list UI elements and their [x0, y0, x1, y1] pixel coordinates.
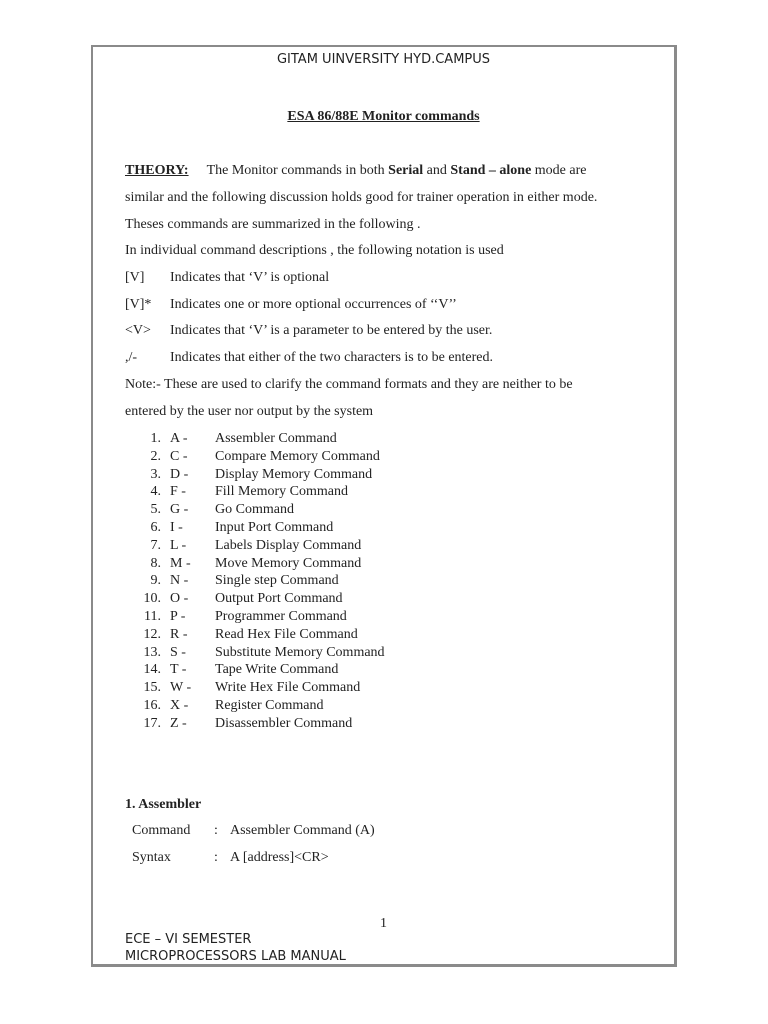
theory-standalone: Stand – alone — [450, 163, 532, 178]
section-sep: : — [214, 823, 218, 838]
command-num: 8. — [150, 555, 161, 571]
command-desc: Register Command — [215, 698, 324, 713]
document-page — [91, 45, 677, 967]
command-key: F - — [170, 484, 186, 500]
theory-line-3: Theses commands are summarized in the following . — [125, 217, 421, 232]
theory-line-1 — [125, 163, 587, 179]
command-num: 15. — [143, 680, 161, 696]
command-desc: Fill Memory Command — [215, 484, 348, 500]
command-num: 4. — [150, 484, 161, 500]
page-header: GITAM UINVERSITY HYD.CAMPUS — [276, 52, 491, 67]
command-num: 9. — [150, 573, 161, 589]
command-desc: Move Memory Command — [215, 555, 362, 571]
command-key: L - — [170, 537, 187, 553]
command-key: R - — [170, 626, 188, 642]
command-num: 6. — [150, 520, 161, 535]
notation-symbol: ,/- — [125, 350, 138, 365]
section-value: Assembler Command (A) — [230, 823, 375, 838]
command-desc: Disassembler Command — [215, 715, 353, 731]
command-key: C - — [170, 448, 188, 464]
document-title: ESA 86/88E Monitor commands — [287, 109, 480, 124]
note-line-1: Note:- These are used to clarify the command formats and they are neither to be — [125, 377, 573, 392]
command-num: 7. — [150, 537, 161, 553]
command-key: S - — [170, 644, 186, 660]
notation-symbol: <V> — [125, 323, 151, 338]
command-num: 17. — [143, 715, 161, 731]
command-num: 2. — [150, 448, 161, 464]
command-desc: Write Hex File Command — [215, 680, 361, 696]
command-num: 1. — [150, 431, 161, 446]
command-key: T - — [170, 662, 187, 678]
command-desc: Substitute Memory Command — [215, 644, 385, 660]
command-desc: Go Command — [215, 502, 294, 518]
command-key: P - — [170, 609, 186, 624]
command-key: W - — [170, 680, 192, 696]
command-key: A - — [170, 431, 188, 446]
command-desc: Tape Write Command — [215, 662, 339, 678]
command-num: 11. — [144, 609, 161, 624]
section-value: A [address]<CR> — [230, 850, 329, 865]
theory-text-b: mode are — [531, 163, 587, 178]
notation-symbol: [V] — [125, 270, 145, 285]
command-desc: Single step Command — [215, 573, 339, 589]
command-num: 5. — [150, 502, 161, 518]
note-line-2: entered by the user nor output by the system — [125, 404, 374, 419]
notation-symbol: [V]* — [125, 297, 152, 312]
section-sep: : — [214, 850, 218, 865]
command-desc: Compare Memory Command — [215, 448, 380, 464]
command-num: 3. — [150, 466, 161, 482]
command-num: 13. — [143, 644, 161, 660]
notation-description: Indicates that either of the two characters is to be entered. — [170, 350, 494, 365]
command-desc: Programmer Command — [215, 609, 347, 624]
command-num: 10. — [143, 591, 161, 607]
command-num: 16. — [143, 698, 161, 713]
section-key: Command — [132, 823, 191, 838]
footer-line-2: MICROPROCESSORS LAB MANUAL — [125, 949, 346, 964]
theory-line-2: similar and the following discussion holds good for trainer operation in either mode. — [125, 190, 598, 205]
theory-serial: Serial — [388, 163, 424, 178]
command-num: 12. — [143, 626, 161, 642]
command-key: I - — [170, 520, 183, 535]
page-number: 1 — [380, 916, 387, 931]
command-num: 14. — [143, 662, 161, 678]
command-desc: Output Port Command — [215, 591, 343, 607]
theory-label: THEORY: — [125, 163, 189, 178]
theory-text-a: The Monitor commands in both — [206, 163, 389, 178]
command-desc: Read Hex File Command — [215, 626, 358, 642]
command-key: X - — [170, 698, 189, 713]
notation-description: Indicates one or more optional occurrences of ‘‘V’’ — [170, 297, 457, 312]
notation-description: Indicates that ‘V’ is optional — [170, 270, 330, 285]
command-desc: Display Memory Command — [215, 466, 373, 482]
command-desc: Labels Display Command — [215, 537, 362, 553]
command-key: D - — [170, 466, 189, 482]
theory-and: and — [423, 163, 451, 178]
command-key: N - — [170, 573, 189, 589]
command-key: O - — [170, 591, 189, 607]
command-key: Z - — [170, 715, 187, 731]
command-desc: Assembler Command — [215, 431, 337, 446]
footer-line-1: ECE – VI SEMESTER — [125, 932, 252, 947]
section-heading: 1. Assembler — [125, 797, 202, 812]
notation-description: Indicates that ‘V’ is a parameter to be entered by the user. — [170, 323, 493, 338]
section-key: Syntax — [132, 850, 171, 865]
command-key: G - — [170, 502, 189, 518]
command-key: M - — [170, 555, 191, 571]
theory-line-4: In individual command descriptions , the following notation is used — [125, 243, 504, 258]
command-desc: Input Port Command — [215, 520, 334, 535]
